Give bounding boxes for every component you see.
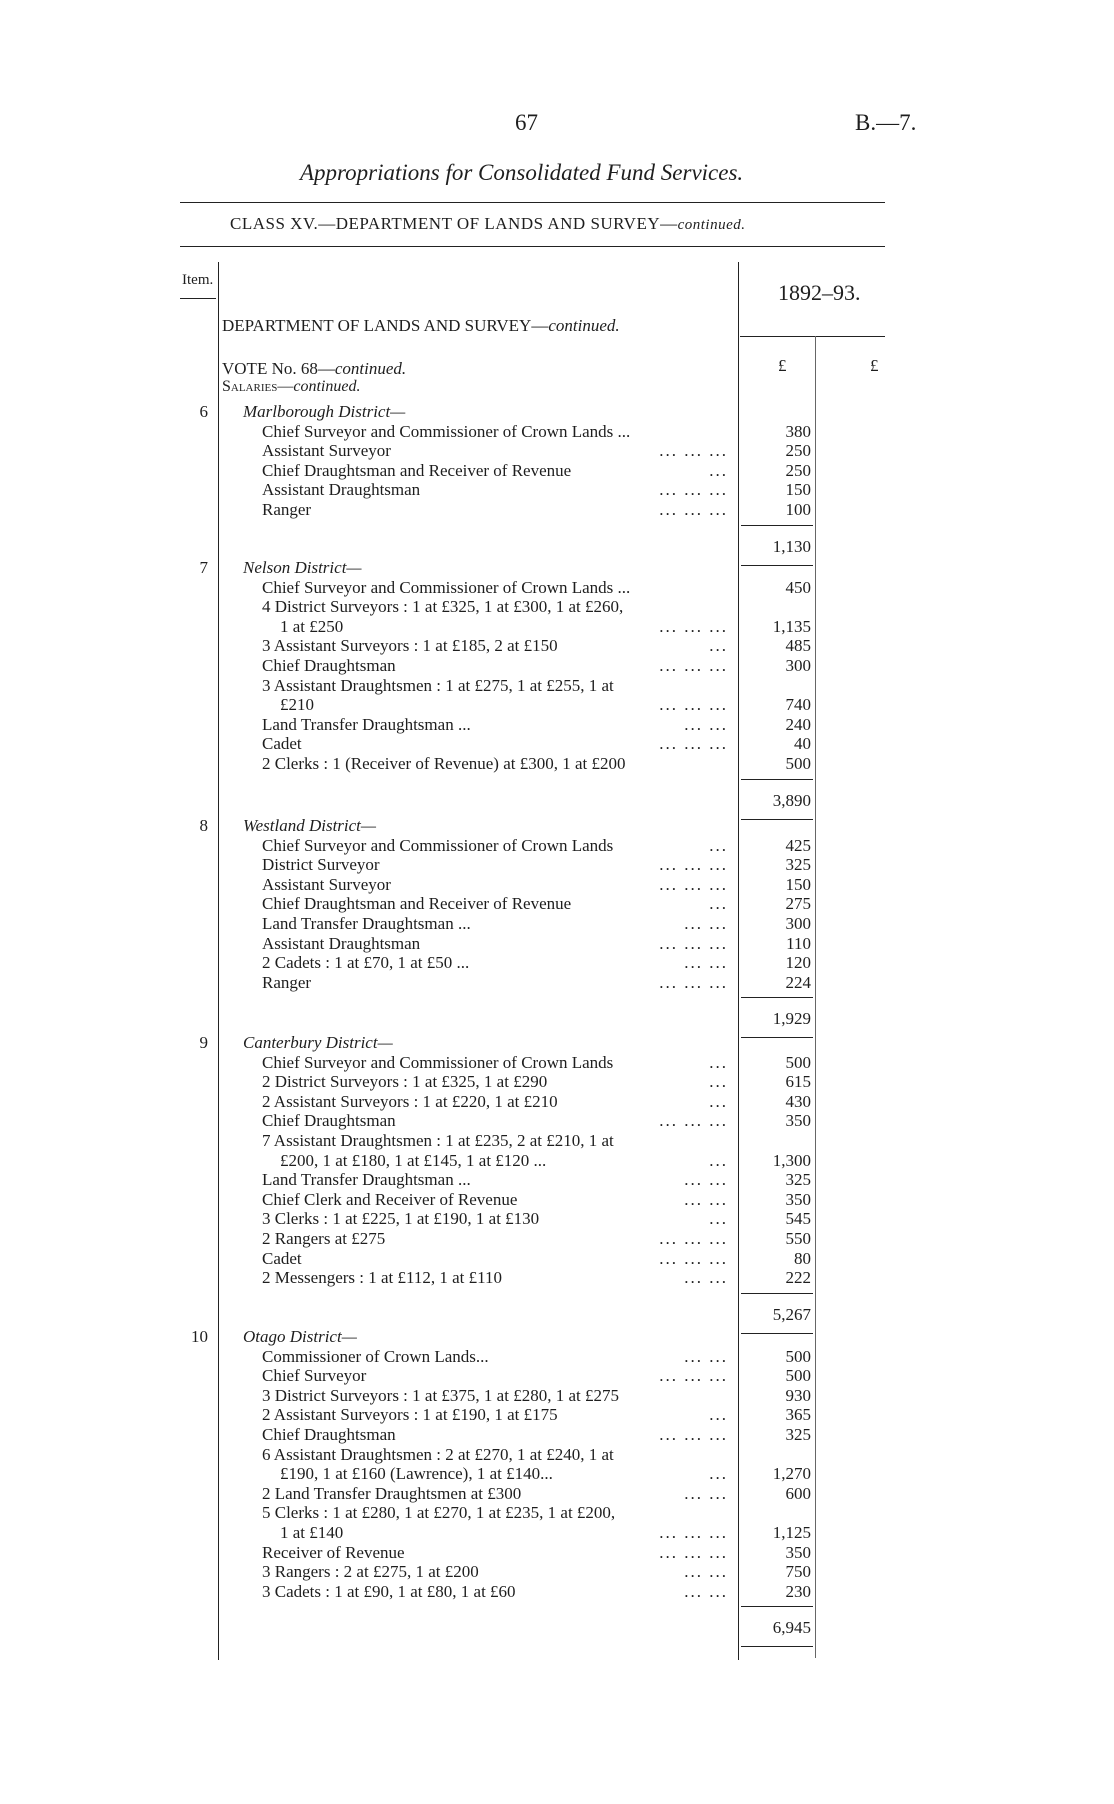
rule-under-class bbox=[180, 246, 885, 247]
line-item-text: 2 Rangers at £275 bbox=[262, 1229, 386, 1248]
line-item-text: 3 Cadets : 1 at £90, 1 at £80, 1 at £60 bbox=[262, 1581, 516, 1601]
line-item-text: Chief Clerk and Receiver of Revenue bbox=[262, 1189, 518, 1209]
line-item-amount: 100 bbox=[785, 500, 811, 519]
line-item-amount: 485 bbox=[785, 636, 811, 656]
leader-dots: ... ... ... bbox=[659, 500, 728, 519]
item-number: 6 bbox=[199, 402, 208, 421]
line-item-amount: 1,125 bbox=[772, 1523, 811, 1542]
line-item-amount: 250 bbox=[785, 441, 811, 461]
leader-dots: ... ... ... bbox=[659, 1523, 728, 1542]
line-item-amount: 365 bbox=[785, 1405, 811, 1425]
line-item-amount: 350 bbox=[785, 1111, 811, 1131]
leader-dots: ... ... ... bbox=[659, 855, 728, 875]
district-total: 1,929 bbox=[772, 1009, 811, 1029]
line-item-amount: 750 bbox=[785, 1562, 811, 1582]
line-item-amount: 275 bbox=[785, 894, 811, 914]
item-number: 9 bbox=[199, 1033, 208, 1052]
item-column-rule bbox=[218, 262, 219, 1660]
line-item-text: Chief Draughtsman bbox=[262, 1425, 396, 1444]
line-item-text: Assistant Draughtsman bbox=[262, 933, 421, 953]
line-item-text: 5 Clerks : 1 at £280, 1 at £270, 1 at £235, 1 at £200, bbox=[262, 1503, 616, 1523]
total-rule bbox=[741, 819, 813, 820]
leader-dots: ... ... ... bbox=[659, 1248, 728, 1268]
leader-dots: ... ... ... bbox=[659, 695, 728, 715]
line-item-amount: 425 bbox=[785, 835, 811, 855]
leader-dots: ... ... bbox=[684, 1268, 728, 1288]
line-item-amount: 550 bbox=[785, 1229, 811, 1248]
line-item-amount: 350 bbox=[785, 1189, 811, 1209]
class-heading: CLASS XV.—DEPARTMENT OF LANDS AND SURVEY—continued. bbox=[230, 214, 746, 233]
line-item-text: £200, 1 at £180, 1 at £145, 1 at £120 ... bbox=[280, 1150, 547, 1170]
line-item-amount: 80 bbox=[794, 1248, 811, 1268]
line-item-amount: 325 bbox=[785, 1170, 811, 1190]
leader-dots: ... ... ... bbox=[659, 480, 728, 500]
line-item-text: 2 Clerks : 1 (Receiver of Revenue) at £300, 1 at £200 bbox=[262, 754, 626, 773]
line-item-text: Land Transfer Draughtsman ... bbox=[262, 1170, 471, 1190]
leader-dots: ... bbox=[709, 835, 728, 855]
line-item-text: Chief Draughtsman bbox=[262, 1111, 396, 1131]
line-item-amount: 380 bbox=[785, 421, 811, 441]
line-item-text: 1 at £140 bbox=[280, 1523, 344, 1542]
line-item-text: 3 Assistant Surveyors : 1 at £185, 2 at £150 bbox=[262, 636, 558, 656]
leader-dots: ... ... bbox=[684, 914, 728, 933]
line-item-text: Chief Draughtsman and Receiver of Revenue bbox=[262, 460, 572, 480]
line-item-amount: 615 bbox=[785, 1072, 811, 1092]
line-item-text: Assistant Draughtsman bbox=[262, 480, 421, 500]
line-item-text: 3 Assistant Draughtsmen : 1 at £275, 1 at £255, 1 at bbox=[262, 675, 614, 695]
line-item-amount: 110 bbox=[786, 933, 811, 953]
line-item-amount: 500 bbox=[785, 1366, 811, 1386]
line-item-amount: 1,270 bbox=[772, 1464, 811, 1484]
line-item-amount: 325 bbox=[785, 855, 811, 875]
total-rule bbox=[741, 565, 813, 566]
line-item-text: District Surveyor bbox=[262, 855, 380, 875]
item-number: 10 bbox=[191, 1327, 208, 1346]
line-item-amount: 250 bbox=[785, 460, 811, 480]
subtotal-rule bbox=[741, 525, 813, 526]
year-heading-rule bbox=[740, 336, 885, 337]
district-total: 1,130 bbox=[772, 536, 811, 556]
line-item-text: 3 Rangers : 2 at £275, 1 at £200 bbox=[262, 1562, 479, 1582]
line-item-text: Assistant Surveyor bbox=[262, 874, 391, 894]
subtotal-rule bbox=[741, 779, 813, 780]
line-item-text: Cadet bbox=[262, 734, 302, 754]
line-item-amount: 500 bbox=[785, 1052, 811, 1072]
page-title: Appropriations for Consolidated Fund Services. bbox=[300, 160, 744, 185]
line-item-amount: 545 bbox=[785, 1209, 811, 1229]
currency-symbol-2: £ bbox=[870, 356, 879, 375]
item-number: 8 bbox=[199, 816, 208, 835]
line-item-amount: 40 bbox=[794, 734, 811, 754]
line-item-text: 3 District Surveyors : 1 at £375, 1 at £280, 1 at £275 bbox=[262, 1385, 619, 1405]
leader-dots: ... bbox=[709, 460, 728, 480]
leader-dots: ... ... bbox=[684, 1346, 728, 1366]
leader-dots: ... bbox=[709, 894, 728, 914]
leader-dots: ... ... ... bbox=[659, 734, 728, 754]
line-item-amount: 350 bbox=[785, 1542, 811, 1562]
line-item-text: 2 Land Transfer Draughtsmen at £300 bbox=[262, 1483, 522, 1503]
page-reference: B.—7. bbox=[855, 110, 917, 135]
leader-dots: ... ... bbox=[684, 1189, 728, 1209]
line-item-amount: 222 bbox=[785, 1268, 811, 1288]
district-total: 6,945 bbox=[772, 1618, 811, 1638]
line-item-text: Chief Draughtsman and Receiver of Revenue bbox=[262, 894, 572, 914]
leader-dots: ... ... ... bbox=[659, 1425, 728, 1444]
vote-heading: VOTE No. 68—continued. bbox=[222, 359, 407, 378]
leader-dots: ... ... ... bbox=[659, 1366, 728, 1386]
line-item-text: Receiver of Revenue bbox=[262, 1542, 405, 1562]
line-item-amount: 740 bbox=[785, 695, 811, 715]
line-item-amount: 500 bbox=[785, 754, 811, 773]
item-heading-rule bbox=[180, 298, 216, 299]
line-item-amount: 500 bbox=[785, 1346, 811, 1366]
subtotal-rule bbox=[741, 1606, 813, 1607]
line-item-text: 1 at £250 bbox=[280, 616, 344, 636]
total-column-rule bbox=[815, 336, 816, 1658]
leader-dots: ... bbox=[709, 1464, 728, 1484]
line-item-text: 4 District Surveyors : 1 at £325, 1 at £300, 1 at £260, bbox=[262, 597, 624, 617]
subtotal-rule bbox=[741, 1293, 813, 1294]
district-heading: Nelson District— bbox=[243, 558, 362, 577]
line-item-amount: 600 bbox=[785, 1483, 811, 1503]
district-heading: Canterbury District— bbox=[243, 1033, 393, 1052]
rule-top bbox=[180, 202, 885, 203]
line-item-text: 2 District Surveyors : 1 at £325, 1 at £290 bbox=[262, 1072, 548, 1092]
leader-dots: ... bbox=[709, 1405, 728, 1425]
line-item-text: Chief Surveyor and Commissioner of Crown Lands bbox=[262, 1052, 614, 1072]
line-item-text: Cadet bbox=[262, 1248, 302, 1268]
year-heading: 1892–93. bbox=[778, 280, 861, 305]
leader-dots: ... ... bbox=[684, 1483, 728, 1503]
line-item-text: Commissioner of Crown Lands... bbox=[262, 1346, 489, 1366]
leader-dots: ... bbox=[709, 1091, 728, 1111]
currency-symbol-1: £ bbox=[778, 356, 787, 375]
line-item-amount: 1,300 bbox=[772, 1150, 811, 1170]
line-item-text: Chief Draughtsman bbox=[262, 656, 396, 675]
leader-dots: ... bbox=[709, 1209, 728, 1229]
district-total: 5,267 bbox=[772, 1304, 811, 1324]
line-item-text: Chief Surveyor and Commissioner of Crown Lands ... bbox=[262, 421, 631, 441]
leader-dots: ... ... ... bbox=[659, 1542, 728, 1562]
line-item-amount: 1,135 bbox=[772, 616, 811, 636]
line-item-text: 6 Assistant Draughtsmen : 2 at £270, 1 at £240, 1 at bbox=[262, 1444, 614, 1464]
item-number: 7 bbox=[199, 558, 208, 577]
line-item-text: Chief Surveyor and Commissioner of Crown Lands ... bbox=[262, 577, 631, 597]
line-item-text: Land Transfer Draughtsman ... bbox=[262, 914, 471, 933]
line-item-amount: 430 bbox=[785, 1091, 811, 1111]
line-item-amount: 930 bbox=[785, 1385, 811, 1405]
salaries-heading: Salaries—continued. bbox=[222, 378, 361, 395]
line-item-amount: 300 bbox=[785, 656, 811, 675]
line-item-text: 2 Cadets : 1 at £70, 1 at £50 ... bbox=[262, 953, 470, 973]
total-rule bbox=[741, 1646, 813, 1647]
leader-dots: ... ... bbox=[684, 1562, 728, 1582]
line-item-text: 3 Clerks : 1 at £225, 1 at £190, 1 at £130 bbox=[262, 1209, 540, 1229]
line-item-amount: 450 bbox=[785, 577, 811, 597]
subtotal-rule bbox=[741, 997, 813, 998]
line-item-amount: 150 bbox=[785, 874, 811, 894]
leader-dots: ... bbox=[709, 1072, 728, 1092]
leader-dots: ... ... ... bbox=[659, 1229, 728, 1248]
leader-dots: ... bbox=[709, 1150, 728, 1170]
line-item-text: £190, 1 at £160 (Lawrence), 1 at £140... bbox=[280, 1464, 553, 1484]
leader-dots: ... bbox=[709, 636, 728, 656]
leader-dots: ... ... ... bbox=[659, 874, 728, 894]
leader-dots: ... ... bbox=[684, 1170, 728, 1190]
leader-dots: ... ... bbox=[684, 953, 728, 973]
leader-dots: ... ... ... bbox=[659, 972, 728, 992]
district-heading: Westland District— bbox=[243, 816, 377, 835]
line-item-text: 7 Assistant Draughtsmen : 1 at £235, 2 at £210, 1 at bbox=[262, 1131, 614, 1150]
item-column-heading: Item. bbox=[182, 272, 214, 288]
district-heading: Marlborough District— bbox=[243, 402, 406, 421]
line-item-amount: 224 bbox=[785, 972, 811, 992]
leader-dots: ... ... ... bbox=[659, 441, 728, 461]
line-item-amount: 120 bbox=[785, 953, 811, 973]
line-item-text: Ranger bbox=[262, 500, 312, 519]
line-item-amount: 150 bbox=[785, 480, 811, 500]
leader-dots: ... ... ... bbox=[659, 1111, 728, 1131]
total-rule bbox=[741, 1333, 813, 1334]
leader-dots: ... ... bbox=[684, 1581, 728, 1601]
line-item-text: 2 Assistant Surveyors : 1 at £190, 1 at £175 bbox=[262, 1405, 558, 1425]
line-item-text: 2 Assistant Surveyors : 1 at £220, 1 at £210 bbox=[262, 1091, 558, 1111]
line-item-amount: 300 bbox=[785, 914, 811, 933]
department-heading: DEPARTMENT OF LANDS AND SURVEY—continued. bbox=[222, 316, 620, 335]
line-item-amount: 240 bbox=[785, 714, 811, 734]
leader-dots: ... ... bbox=[684, 714, 728, 734]
line-item-text: Land Transfer Draughtsman ... bbox=[262, 714, 471, 734]
line-item-text: 2 Messengers : 1 at £112, 1 at £110 bbox=[262, 1268, 503, 1288]
line-item-amount: 230 bbox=[785, 1581, 811, 1601]
line-item-text: Assistant Surveyor bbox=[262, 441, 391, 461]
line-item-amount: 325 bbox=[785, 1425, 811, 1444]
leader-dots: ... ... ... bbox=[659, 656, 728, 675]
leader-dots: ... bbox=[709, 1052, 728, 1072]
line-item-text: Chief Surveyor and Commissioner of Crown Lands bbox=[262, 835, 614, 855]
district-heading: Otago District— bbox=[243, 1327, 357, 1346]
line-item-text: Chief Surveyor bbox=[262, 1366, 367, 1386]
line-item-text: Ranger bbox=[262, 972, 312, 992]
leader-dots: ... ... ... bbox=[659, 616, 728, 636]
total-rule bbox=[741, 1037, 813, 1038]
page-number: 67 bbox=[515, 110, 538, 135]
district-total: 3,890 bbox=[772, 790, 811, 810]
line-item-text: £210 bbox=[280, 695, 314, 715]
leader-dots: ... ... ... bbox=[659, 933, 728, 953]
